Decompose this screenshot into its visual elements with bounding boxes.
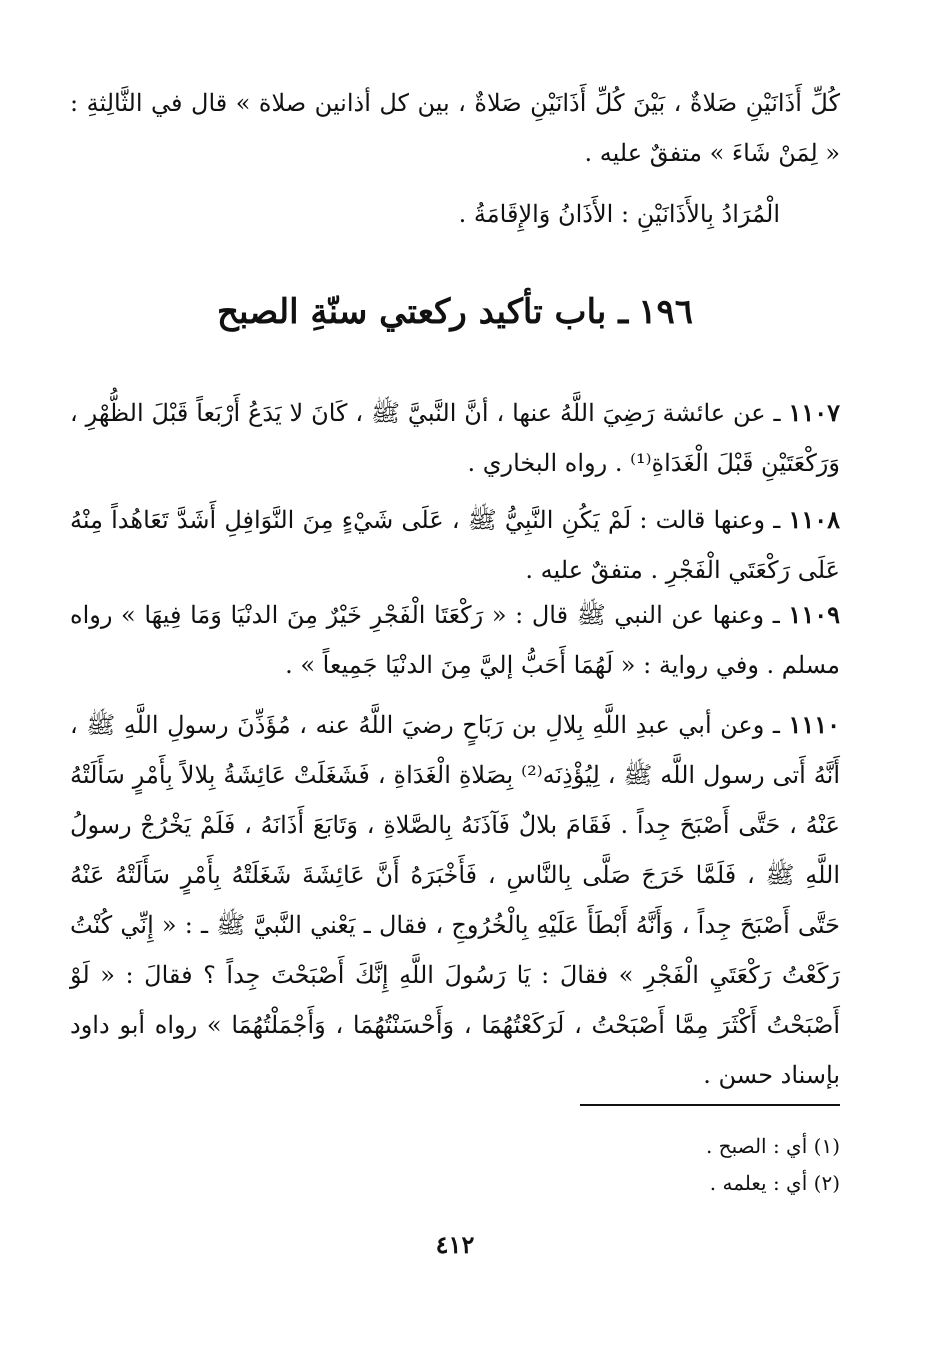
- hadith-number: ١١٠٩: [788, 600, 840, 629]
- hadith-1110: [70, 700, 840, 1100]
- hadith-number: ١١٠٧: [788, 398, 840, 427]
- hadith-number: ١١١٠: [788, 710, 840, 739]
- hadith-text: ـ وعن أبي عبدِ اللَّهِ بِلالِ بن رَبَاحٍ رضيَ اللَّهُ عنه ، مُؤَذِّنَ رسولِ اللَّهِ ﷺ ، أَنَّهُ أَتى رسول اللَّه ﷺ ، لِيُؤْذِنَه⁽²⁾ بِصَلاةِ الْغَدَاةِ ، فَشَغَلَتْ عَائِشَةُ بِلالاً بِأَمْرٍ سَأَلَتْهُ عَنْهُ ، حَتَّى أَصْبَحَ جِداً . فَقَامَ بلالٌ فَآذَنَهُ بِالصَّلاةِ ، وَتَابَعَ أَذَانَهُ ، فَلَمْ يَخْرُجْ رسولُ اللَّهِ ﷺ ، فَلَمَّا خَرَجَ صَلَّى بِالنَّاسِ ، فَأَخْبَرَهُ أَنَّ عَائِشَةَ شَغَلَتْهُ بِأَمْرٍ سَأَلَتْهُ عَنْهُ حَتَّى أَصْبَحَ جِداً ، وَأَنَّهُ أَبْطَأَ عَلَيْهِ بِالْخُرُوجِ ، فقال ـ يَعْني النَّبيَّ ﷺ ـ : « إِنِّي كُنْتُ رَكَعْتُ رَكْعَتَيِ الْفَجْرِ » فقالَ : يَا رَسُولَ اللَّهِ إِنَّكَ أَصْبَحْتَ جِداً ؟ فقالَ : « لَوْ أَصْبَحْتُ أَكْثَرَ مِمَّا أَصْبَحْتُ ، لَرَكَعْتُهُمَا ، وَأَحْسَنْتُهُمَا ، وَأَجْمَلْتُهُمَا » رواه أبو داود بإسناد حسن .: [70, 711, 841, 1089]
- chapter-heading: [70, 292, 840, 332]
- footnote-divider: [580, 1104, 840, 1106]
- hadith-text: ـ وعنها عن النبي ﷺ قال : « رَكْعَتَا الْفَجْرِ خَيْرٌ مِنَ الدنْيَا وَمَا فِيهَا » رواه مسلم . وفي رواية : « لَهُمَا أَحَبُّ إليَّ مِنَ الدنْيَا جَمِيعاً » .: [70, 601, 840, 679]
- hadith-1109: [70, 590, 840, 690]
- hadith-text: ـ عن عائشة رَضِيَ اللَّهُ عنها ، أنَّ النَّبيَّ ﷺ ، كَانَ لا يَدَعُ أَرْبَعاً قَبْلَ الظُّهْرِ ، وَرَكْعَتَيْنِ قَبْلَ الْغَدَاةِ⁽¹⁾ . رواه البخاري .: [70, 399, 840, 477]
- chapter-number: ١٩٦: [638, 292, 693, 332]
- book-page: [70, 70, 840, 1320]
- chapter-title: ـ باب تأكيد ركعتي سنّةِ الصبح: [217, 292, 629, 332]
- page-number: ٤١٢: [435, 1230, 475, 1259]
- footnote-1: (١) أي : الصبح .: [705, 1134, 840, 1158]
- hadith-text: ـ وعنها قالت : لَمْ يَكُنِ النَّبِيُّ ﷺ ، عَلَى شَيْءٍ مِنَ النَّوَافِلِ أَشَدَّ تَعَاهُداً مِنْهُ عَلَى رَكْعَتَي الْفَجْرِ . متفقٌ عليه .: [70, 506, 840, 584]
- hadith-1107: [70, 388, 840, 488]
- intro-paragraph: كُلِّ أَذَانَيْنِ صَلاةٌ ، بَيْنَ كُلِّ أَذَانَيْنِ صَلاةٌ ، بين كل أذانين صلاة » قال في الثَّالِثةِ : « لِمَنْ شَاءَ » متفقٌ عليه .: [70, 89, 840, 167]
- intro-note: الْمُرَادُ بِالأَذَانَيْنِ : الأَذَانُ وَالإِقَامَةُ .: [458, 200, 780, 228]
- hadith-1108: [70, 495, 840, 595]
- footnote-2: (٢) أي : يعلمه .: [709, 1171, 840, 1195]
- hadith-number: ١١٠٨: [788, 505, 840, 534]
